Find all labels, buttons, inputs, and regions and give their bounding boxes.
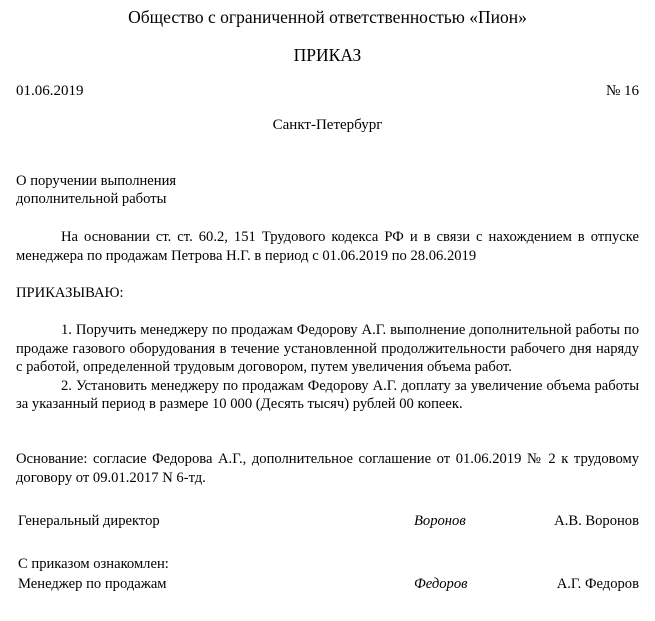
director-signature: Воронов <box>414 513 466 529</box>
preamble-text: На основании ст. ст. 60.2, 151 Трудового кодекса РФ и в связи с нахождением в отпуске менеджера по продажам Петрова Н.Г. в период с 01.06.2019 по 28.06.2019 <box>16 229 639 264</box>
order-items <box>16 321 639 414</box>
order-date: 01.06.2019 <box>16 83 84 99</box>
director-name: А.В. Воронов <box>554 513 639 529</box>
order-word: ПРИКАЗЫВАЮ: <box>16 285 124 301</box>
organization-name: Общество с ограниченной ответственностью «Пион» <box>128 7 527 27</box>
subject-line-2: дополнительной работы <box>16 191 167 207</box>
order-number: № 16 <box>605 83 639 99</box>
employee-position: Менеджер по продажам <box>18 576 167 592</box>
director-position: Генеральный директор <box>18 513 160 529</box>
basis-text: Основание: согласие Федорова А.Г., дополнительное соглашение от 01.06.2019 № 2 к трудовому договору от 09.01.2017 N 6-тд. <box>16 451 639 486</box>
employee-signature: Федоров <box>414 576 468 592</box>
acknowledgement-label: С приказом ознакомлен: <box>18 556 169 572</box>
order-item-2: 2. Установить менеджеру по продажам Федорову А.Г. доплату за увеличение объема работы за указанный период в размере 10 000 (Десять тысяч) рублей 00 копеек. <box>16 377 639 412</box>
preamble-paragraph <box>16 228 639 265</box>
employee-name: А.Г. Федоров <box>556 576 639 592</box>
order-item-1: 1. Поручить менеджеру по продажам Федорову А.Г. выполнение дополнительной работы по продаже газового оборудования в течение установленной продолжительности рабочего дня наряду с работой, определенной трудовым договором, путем увеличения объема работ. <box>16 322 639 375</box>
city: Санкт-Петербург <box>272 117 383 133</box>
subject-line-1: О поручении выполнения <box>16 173 177 189</box>
document-title: ПРИКАЗ <box>293 45 362 65</box>
basis-paragraph <box>16 450 639 487</box>
